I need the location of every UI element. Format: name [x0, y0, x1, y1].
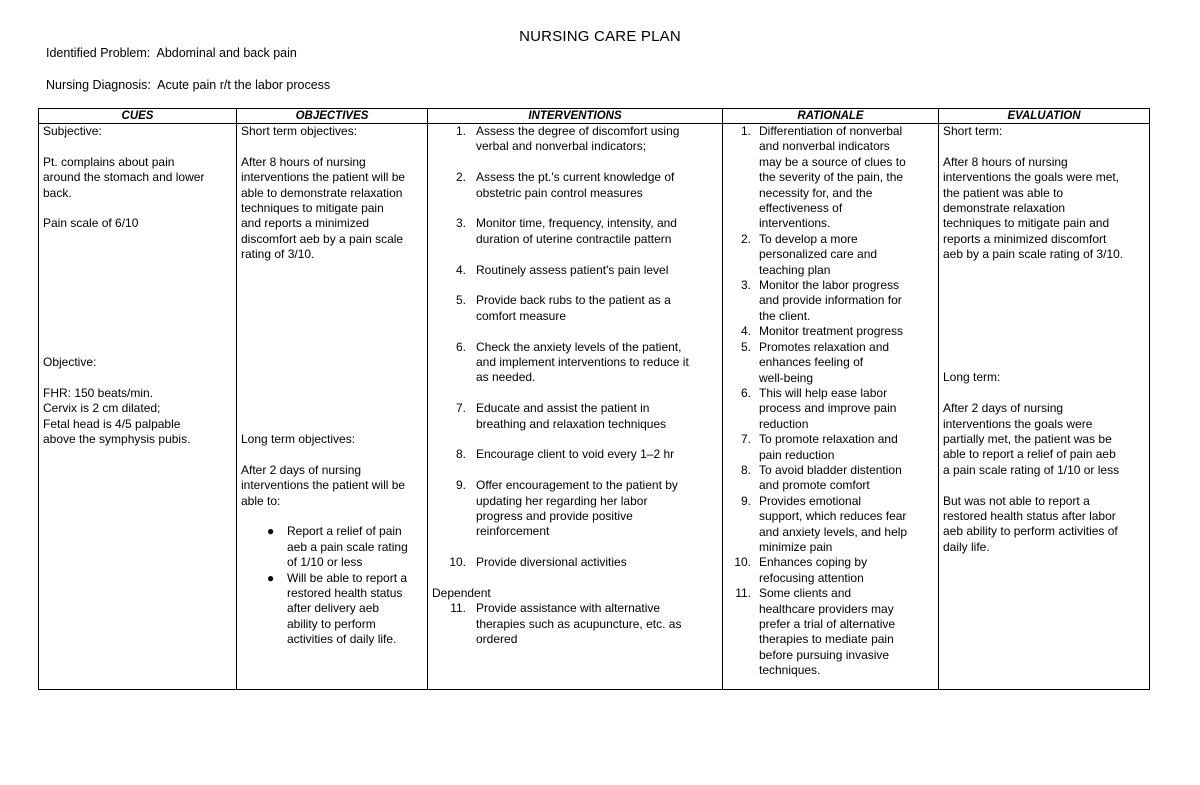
objective-line: FHR: 150 beats/min.	[43, 385, 154, 400]
table-header-row	[39, 109, 1150, 124]
bullet-icon: ●	[267, 524, 275, 539]
short-evaluation-line: reports a minimized discomfort	[943, 231, 1107, 246]
header-evaluation: EVALUATION	[939, 109, 1150, 124]
bullet-line: aeb a pain scale rating	[287, 539, 408, 554]
short-objective-line: techniques to mitigate pain	[241, 201, 384, 216]
interventions-cell	[428, 124, 723, 690]
bullet-line: Report a relief of pain	[287, 524, 402, 539]
bullet-line: of 1/10 or less	[287, 555, 363, 570]
dependent-label: Dependent	[432, 586, 491, 601]
intervention-item: 1. Assess the degree of discomfort using verbal and nonverbal indicators;	[455, 124, 680, 154]
subjective-line: around the stomach and lower	[43, 170, 205, 185]
short-evaluation-line: After 8 hours of nursing	[943, 154, 1068, 169]
intervention-item: 7. Educate and assist the patient in breathing and relaxation techniques	[455, 401, 667, 431]
bullet-line: activities of daily life.	[287, 632, 397, 647]
bullet-line: restored health status	[287, 586, 403, 601]
long-term-evaluation-label: Long term:	[943, 370, 1001, 385]
intervention-item: 10. Provide diversional activities	[449, 555, 627, 570]
long-term-objectives-label: Long term objectives:	[241, 432, 356, 447]
subjective-label: Subjective:	[43, 124, 102, 138]
evaluation-note-line: restored health status after labor	[943, 509, 1116, 524]
objective-line: above the symphysis pubis.	[43, 432, 191, 447]
care-plan-table	[38, 108, 1150, 690]
rationale-item: 3. Monitor the labor progress and provide information for the client.	[740, 278, 902, 323]
short-evaluation-line: interventions the goals were met,	[943, 170, 1120, 185]
header-rationale: RATIONALE	[723, 109, 939, 124]
rationale-cell	[723, 124, 939, 690]
short-objective-line: rating of 3/10.	[241, 247, 315, 262]
rationale-item: 11. Some clients and healthcare providers may prefer a trial of alternative therapies to mediate pain before pursuing invasive techniques.	[735, 586, 896, 678]
cues-cell	[39, 124, 237, 690]
table-row	[39, 124, 1150, 690]
rationale-item: 10. Enhances coping by refocusing attention	[734, 555, 868, 585]
intervention-item: 3. Monitor time, frequency, intensity, and duration of uterine contractile pattern	[455, 216, 677, 246]
short-evaluation-line: demonstrate relaxation	[943, 201, 1066, 216]
intervention-item: 2. Assess the pt.'s current knowledge of obstetric pain control measures	[455, 170, 675, 200]
evaluation-note-line: But was not able to report a	[943, 493, 1090, 508]
objectives-cell	[237, 124, 428, 690]
long-evaluation-line: a pain scale rating of 1/10 or less	[943, 462, 1120, 477]
rationale-item: 9. Provides emotional support, which reduces fear and anxiety levels, and help minimize pain	[740, 493, 908, 554]
short-term-evaluation-label: Short term:	[943, 124, 1003, 138]
intervention-item: 4. Routinely assess patient's pain level	[455, 262, 669, 277]
long-objective-line: interventions the patient will be	[241, 478, 406, 493]
rationale-item: 5. Promotes relaxation and enhances feeling of well-being	[740, 339, 890, 385]
header-interventions: INTERVENTIONS	[428, 109, 723, 124]
short-objective-line: able to demonstrate relaxation	[241, 185, 403, 200]
short-objective-line: and reports a minimized	[241, 216, 370, 231]
rationale-item: 8. To avoid bladder distention and promote comfort	[740, 462, 902, 493]
long-evaluation-line: partially met, the patient was be	[943, 432, 1112, 447]
intervention-item: 8. Encourage client to void every 1–2 hr	[455, 447, 675, 462]
short-objective-line: After 8 hours of nursing	[241, 154, 366, 169]
long-evaluation-line: After 2 days of nursing	[943, 401, 1064, 416]
evaluation-note-line: aeb ability to perform activities of	[943, 524, 1118, 539]
objective-bullet	[241, 524, 423, 570]
evaluation-cell	[939, 124, 1150, 690]
intervention-item: 11. Provide assistance with alternative therapies such as acupuncture, etc. as ordered	[450, 601, 682, 647]
rationale-item: 4. Monitor treatment progress	[740, 324, 904, 339]
pain-scale: Pain scale of 6/10	[43, 216, 139, 231]
header-objectives: OBJECTIVES	[237, 109, 428, 124]
subjective-line: back.	[43, 185, 72, 200]
subjective-line: Pt. complains about pain	[43, 154, 175, 169]
page-title: NURSING CARE PLAN	[519, 28, 681, 45]
nursing-diagnosis: Nursing Diagnosis: Acute pain r/t the labor process	[46, 78, 331, 92]
short-objective-line: interventions the patient will be	[241, 170, 406, 185]
bullet-icon: ●	[267, 570, 275, 585]
long-evaluation-line: interventions the goals were	[943, 416, 1093, 431]
objective-bullet	[241, 571, 423, 648]
short-term-objectives-label: Short term objectives:	[241, 124, 358, 138]
intervention-item: 9. Offer encouragement to the patient by updating her regarding her labor progress and provide positive reinforcement	[455, 478, 678, 539]
long-objective-line: After 2 days of nursing	[241, 462, 362, 477]
long-objective-line: able to:	[241, 493, 281, 508]
bullet-line: ability to perform	[287, 616, 376, 631]
rationale-item: 2. To develop a more personalized care and teaching plan	[740, 231, 878, 277]
rationale-item: 1. Differentiation of nonverbal and nonverbal indicators may be a source of clues to the severity of the pain, the necessity for, and the effectiveness of interventions.	[740, 124, 906, 231]
objective-line: Cervix is 2 cm dilated;	[43, 401, 161, 416]
short-evaluation-line: techniques to mitigate pain and	[943, 216, 1110, 231]
rationale-item: 6. This will help ease labor process and improve pain reduction	[740, 385, 897, 431]
bullet-line: Will be able to report a	[287, 570, 408, 585]
identified-problem: Identified Problem: Abdominal and back pain	[46, 46, 297, 60]
long-evaluation-line: able to report a relief of pain aeb	[943, 447, 1116, 462]
intervention-item: 6. Check the anxiety levels of the patient, and implement interventions to reduce it as needed.	[455, 339, 689, 385]
short-evaluation-line: aeb by a pain scale rating of 3/10.	[943, 247, 1124, 262]
short-objective-line: discomfort aeb by a pain scale	[241, 231, 404, 246]
bullet-line: after delivery aeb	[287, 601, 380, 616]
objective-line: Fetal head is 4/5 palpable	[43, 416, 181, 431]
objective-label: Objective:	[43, 355, 97, 369]
short-evaluation-line: the patient was able to	[943, 185, 1064, 200]
rationale-item: 7. To promote relaxation and pain reduction	[740, 432, 898, 462]
header-cues: CUES	[39, 109, 237, 124]
evaluation-note-line: daily life.	[943, 539, 990, 554]
intervention-item: 5. Provide back rubs to the patient as a comfort measure	[455, 293, 671, 323]
